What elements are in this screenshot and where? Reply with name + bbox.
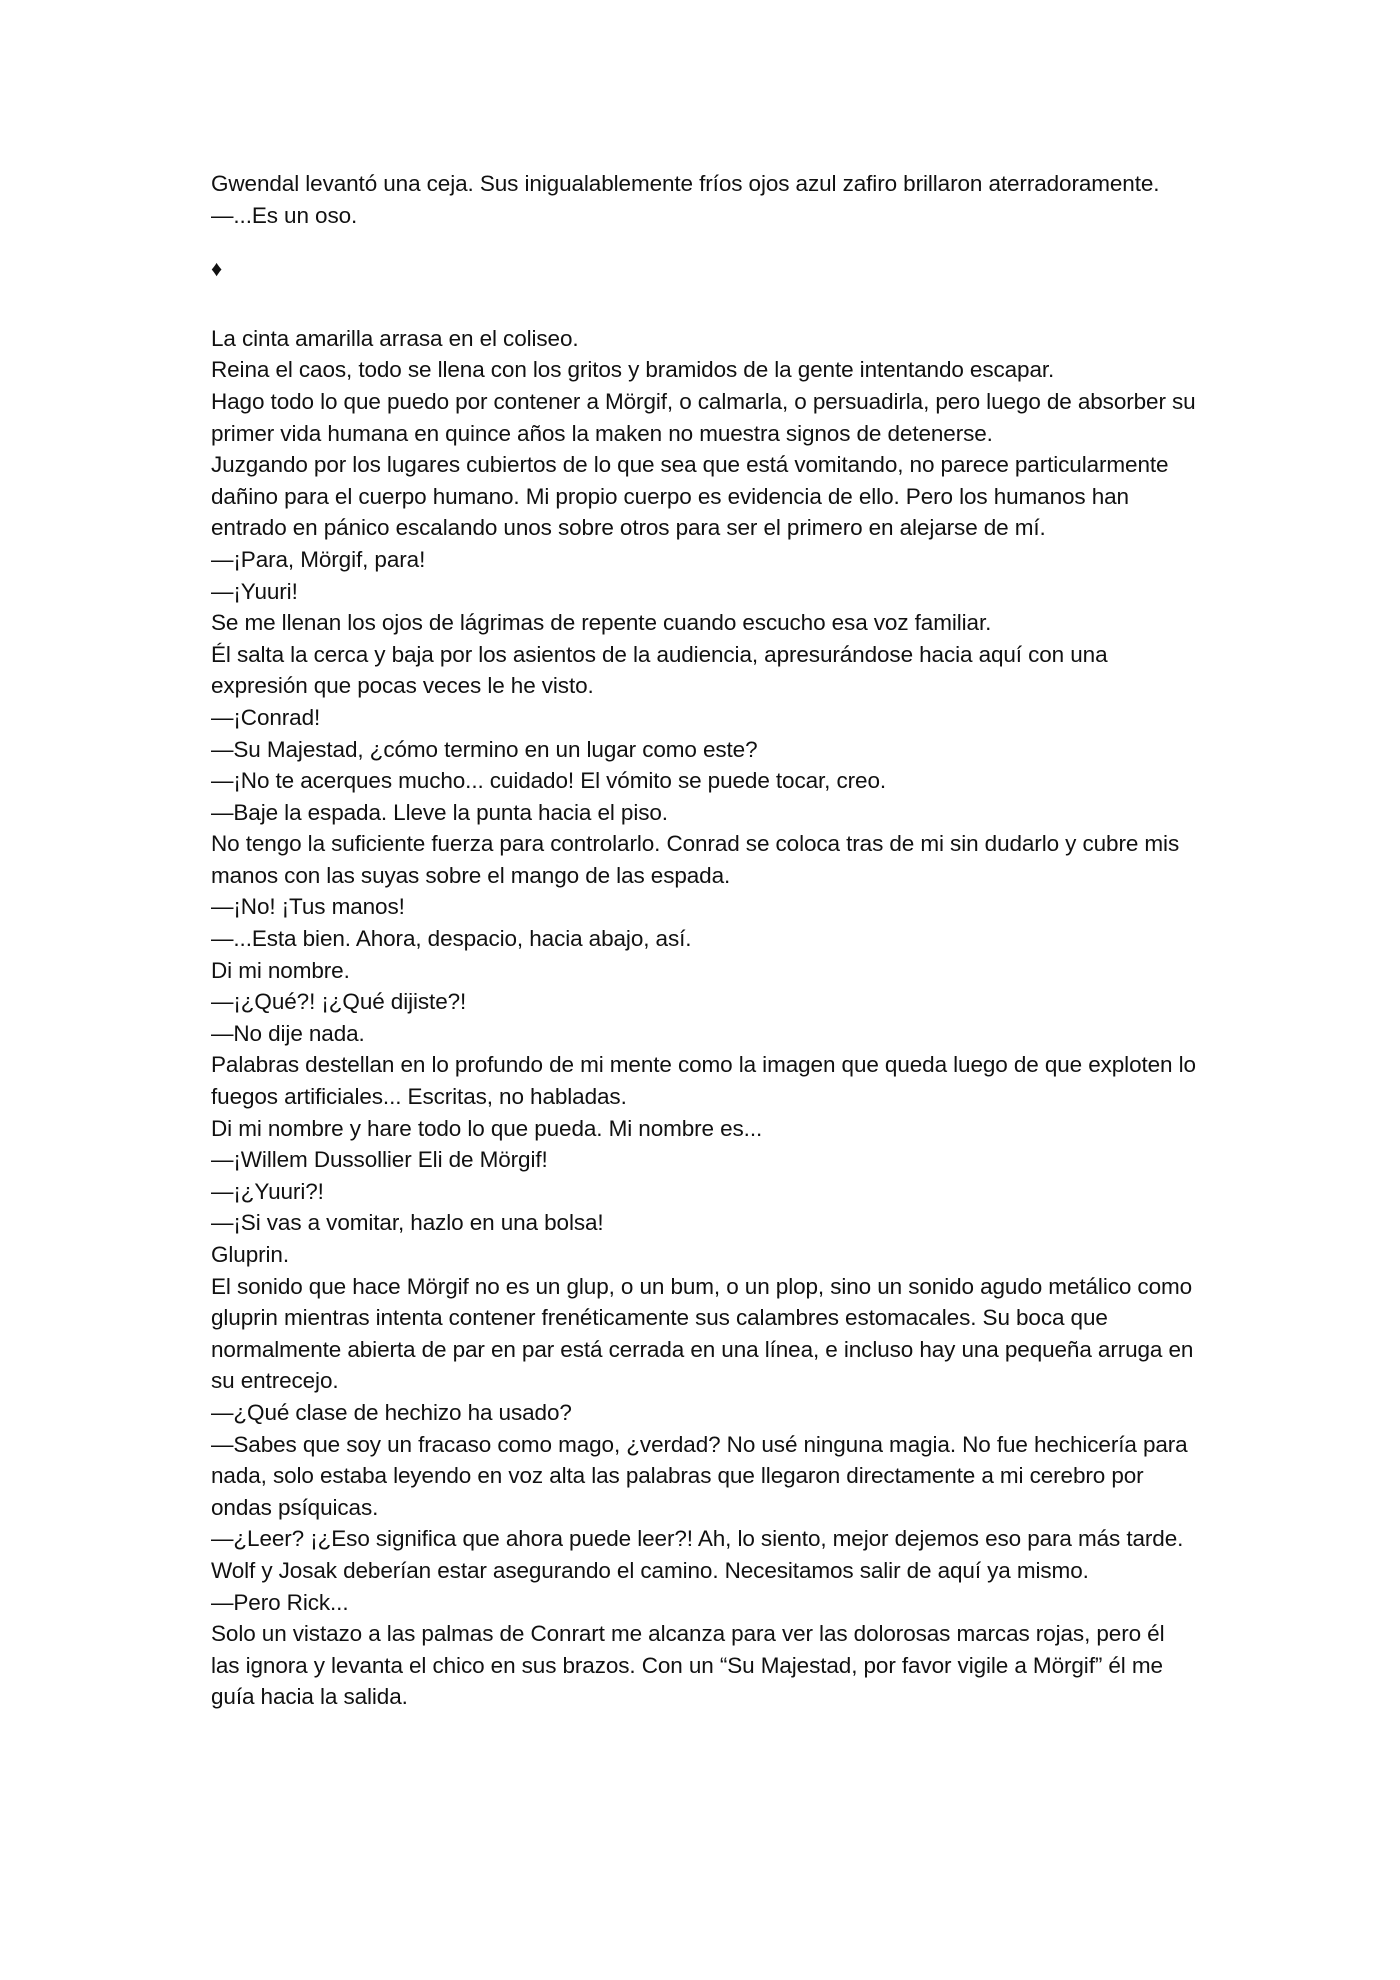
dialogue-line: —Pero Rick...: [211, 1589, 349, 1615]
dialogue-line: —Baje la espada. Lleve la punta hacia el piso.: [211, 799, 668, 825]
paragraph: Juzgando por los lugares cubiertos de lo que sea que está vomitando, no parece particularmente dañino para el cuerpo humano. Mi propio cuerpo es evidencia de ello. Pero los humanos han entrado en pánico escalando unos sobre otros para ser el primero en alejarse de mí.: [211, 452, 1169, 541]
paragraph: Reina el caos, todo se llena con los gritos y bramidos de la gente intentando escapar.: [211, 357, 1055, 383]
paragraph: Di mi nombre.: [211, 957, 350, 983]
dialogue-line: —¿Qué clase de hechizo ha usado?: [211, 1399, 572, 1425]
paragraph: No tengo la suficiente fuerza para controlarlo. Conrad se coloca tras de mi sin dudarlo y cubre mis manos con las suyas sobre el mango de las espada.: [211, 831, 1180, 888]
dialogue-line: —¡Yuuri!: [211, 578, 298, 604]
dialogue-line: —¡Si vas a vomitar, hazlo en una bolsa!: [211, 1210, 604, 1236]
dialogue-line: —¡Conrad!: [211, 704, 321, 730]
dialogue-line: —¡¿Qué?! ¡¿Qué dijiste?!: [211, 989, 467, 1015]
dialogue-line: —Su Majestad, ¿cómo termino en un lugar como este?: [211, 736, 758, 762]
dialogue-line: —¡Para, Mörgif, para!: [211, 546, 426, 572]
dialogue-line: —...Esta bien. Ahora, despacio, hacia abajo, así.: [211, 926, 692, 952]
dialogue-line: —¿Leer? ¡¿Eso significa que ahora puede leer?! Ah, lo siento, mejor dejemos eso para más tarde. Wolf y Josak deberían estar asegurando el camino. Necesitamos salir de aquí ya mismo.: [211, 1526, 1184, 1583]
dialogue-line: —¡Willem Dussollier Eli de Mörgif!: [211, 1147, 548, 1173]
paragraph: —...Es un oso.: [211, 202, 358, 228]
paragraph: Gluprin.: [211, 1242, 289, 1267]
paragraph: Palabras destellan en lo profundo de mi mente como la imagen que queda luego de que exploten lo fuegos artificiales... Escritas, no habladas.: [211, 1052, 1196, 1110]
spacer: [211, 231, 1196, 253]
dialogue-line: —¡No te acerques mucho... cuidado! El vómito se puede tocar, creo.: [211, 768, 887, 794]
document-body: [211, 168, 1196, 1713]
dialogue-line: —¡¿Yuuri?!: [211, 1178, 324, 1204]
spacer: [211, 285, 1196, 323]
dialogue-line: —Sabes que soy un fracaso como mago, ¿verdad? No usé ninguna magia. No fue hechicería para nada, solo estaba leyendo en voz alta las palabras que llegaron directamente a mi cerebro por ondas psíquicas.: [211, 1431, 1188, 1520]
paragraph: Él salta la cerca y baja por los asientos de la audiencia, apresurándose hacia aquí con una expresión que pocas veces le he visto.: [211, 641, 1108, 699]
paragraph: El sonido que hace Mörgif no es un glup, o un bum, o un plop, sino un sonido agudo metálico como gluprin mientras intenta contener frenéticamente sus calambres estomacales. Su boca que normalmente abierta de par en par está cerrada en una línea, e incluso hay una pequeña arruga en su entrecejo.: [211, 1273, 1194, 1394]
paragraph: Gwendal levantó una ceja. Sus inigualablemente fríos ojos azul zafiro brillaron aterradoramente.: [211, 171, 1160, 196]
paragraph: Solo un vistazo a las palmas de Conrart me alcanza para ver las dolorosas marcas rojas, pero él las ignora y levanta el chico en sus brazos. Con un “Su Majestad, por favor vigile a Mörgif” él me guía hacia la salida.: [211, 1621, 1165, 1710]
dialogue-line: —No dije nada.: [211, 1020, 365, 1046]
paragraph: Se me llenan los ojos de lágrimas de repente cuando escucho esa voz familiar.: [211, 610, 992, 636]
dialogue-line: —¡No! ¡Tus manos!: [211, 894, 405, 920]
paragraph: La cinta amarilla arrasa en el coliseo.: [211, 325, 579, 351]
paragraph: Hago todo lo que puedo por contener a Mörgif, o calmarla, o persuadirla, pero luego de absorber su primer vida humana en quince años la maken no muestra signos de detenerse.: [211, 388, 1196, 446]
paragraph: Di mi nombre y hare todo lo que pueda. Mi nombre es...: [211, 1115, 763, 1141]
diamond-separator-icon: ♦: [211, 256, 223, 282]
